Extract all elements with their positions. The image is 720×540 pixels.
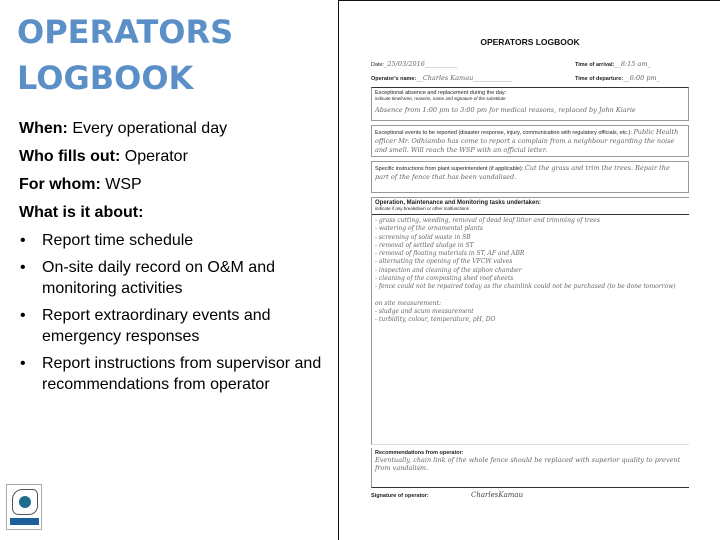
whom-value: WSP (105, 176, 142, 193)
events-label: Exceptional events to be reported (disaster response, injury, communication with regulatory officials, etc.): (375, 130, 632, 136)
signature-label: Signature of operator: (371, 493, 429, 499)
logbook-document (338, 0, 720, 540)
tasks-box (371, 197, 689, 445)
absence-hint: indicate timeframe, reasons, name and signature of the substitute (375, 96, 506, 101)
operator-field (371, 74, 512, 82)
absence-box (371, 87, 689, 121)
document-title: OPERATORS LOGBOOK (480, 37, 580, 47)
task-item: - screening of solid waste in SB (375, 233, 471, 241)
date-field (371, 60, 457, 68)
title-line-1: OPERATORS (17, 13, 234, 51)
instructions-value: Cut the grass and trim the trees. Repair the part of the fence that has been vandalised. (375, 164, 670, 181)
task-item: - fence could not be repaired today as the chainlink could not be purchased (to be done tomorrow) (375, 283, 676, 291)
who-value: Operator (124, 148, 188, 165)
events-value: Public Health officer Mr. Odhiambo has come to report a complain from a neighbour regarding the noise and smell. Will reach the WSP with an official letter. (375, 128, 679, 154)
task-item: - removal of floating materials in ST, AF and ABR (375, 250, 525, 258)
bullet-item: • Report extraordinary events and emergency responses (19, 305, 339, 347)
instructions-label: Specific instructions from plant superintendent (if applicable): (375, 166, 524, 172)
emblem-icon (19, 496, 31, 508)
events-box (371, 125, 689, 157)
operator-label: Operator's name: (371, 76, 417, 82)
task-item: - sludge and scum measurement (375, 307, 474, 315)
bullet-item: • On-site daily record on O&M and monitoring activities (19, 257, 339, 299)
task-item: - removal of settled sludge in ST (375, 241, 474, 249)
who-label: Who fills out: (19, 148, 121, 165)
instructions-box (371, 161, 689, 193)
logbook-info (19, 118, 339, 401)
tasks-list (375, 217, 686, 325)
absence-value: Absence from 1:00 pm to 3:00 pm for medical reasons, replaced by John Kiarie (375, 106, 636, 114)
arrival-label: Time of arrival: (575, 62, 615, 68)
tasks-label: Operation, Maintenance and Monitoring tasks undertaken: (375, 200, 542, 206)
whom-row (19, 174, 339, 202)
date-value: _25/03/2016__________ (384, 60, 458, 68)
task-item: - grass cutting, weeding, removal of dead leaf litter and trimming of trees (375, 217, 600, 224)
recommendations-box (371, 448, 689, 488)
bullet-item: • Report instructions from supervisor and recommendations from operator (19, 353, 339, 395)
what-label: What is it about: (19, 204, 144, 221)
when-row (19, 118, 339, 146)
bullet-list (19, 230, 339, 395)
arrival-field (575, 60, 651, 68)
date-label: Date: (371, 62, 385, 68)
recommendations-label: Recommendations from operator: (375, 450, 464, 456)
tasks-hint: indicate if any breakdown or other malfunctions (372, 206, 689, 215)
task-item (375, 292, 686, 300)
task-item: - cleaning of the composting shed roof sheets (375, 275, 514, 283)
departure-field (575, 74, 660, 82)
slide-title (17, 12, 233, 104)
recommendations-value: Eventually, chain link of the whole fence should be replaced with superior quality to prevent from vandalism. (375, 456, 681, 472)
arrival-value: __8:15 am_ (614, 60, 651, 68)
when-value: Every operational day (72, 120, 228, 137)
absence-label: Exceptional absence and replacement during the day: (375, 90, 507, 96)
bullet-item: • Report time schedule (19, 230, 339, 251)
operator-value: __Charles Kamau____________ (416, 74, 513, 82)
whom-label: For whom: (19, 176, 101, 193)
task-item: on site measurement: (375, 299, 441, 307)
task-item: - inspection and cleaning of the siphon chamber (375, 266, 522, 274)
what-row (19, 202, 339, 230)
task-item: - watering of the ornamental plants (375, 225, 484, 233)
task-item: - alternating the opening of the VFCW valves (375, 258, 513, 266)
when-label: When: (19, 120, 68, 137)
departure-value: __6:00 pm_ (623, 74, 660, 82)
who-row (19, 146, 339, 174)
organization-logo (6, 484, 42, 530)
signature-value: CharlesKamau (471, 491, 524, 499)
logo-banner (10, 518, 39, 525)
title-line-2: LOGBOOK (17, 59, 194, 97)
task-item: - turbidity, colour, temperature, pH, DO (375, 316, 496, 324)
departure-label: Time of departure: (575, 76, 624, 82)
